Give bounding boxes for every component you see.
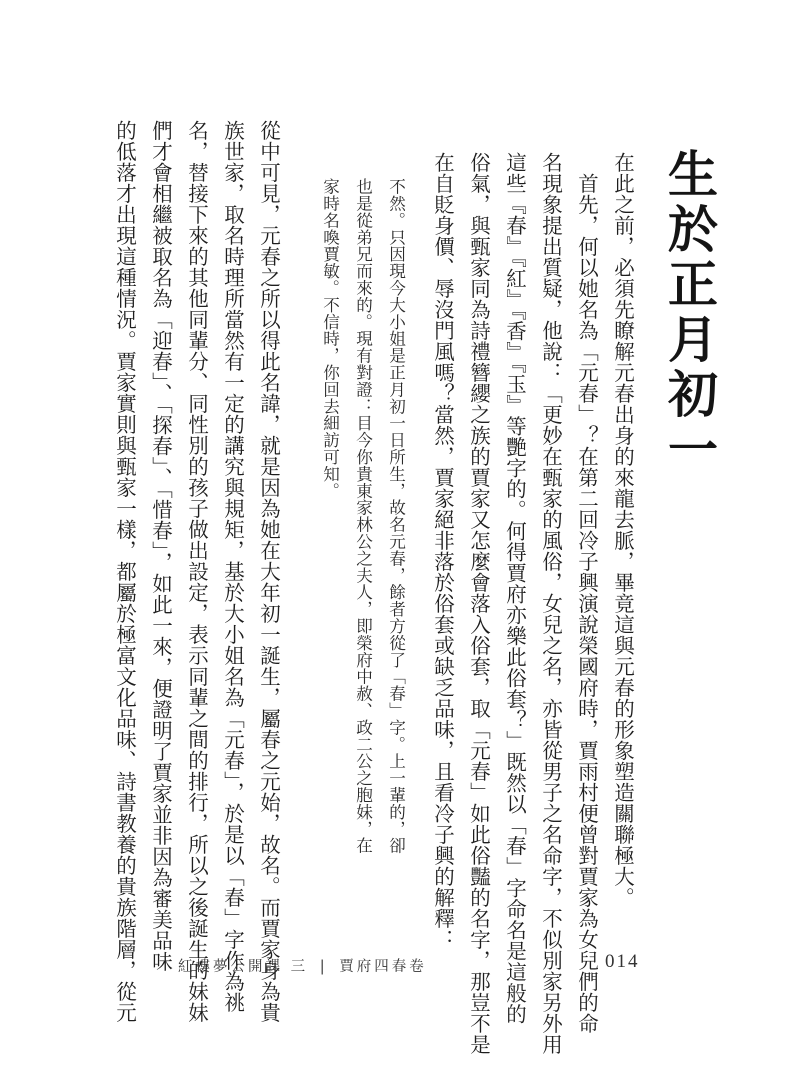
text-column: 名現象提出質疑，他說：「更妙在甄家的風俗，女兒之名，亦皆從男子之名命字，不似別家另外用 bbox=[538, 152, 563, 1055]
text-column: 族世家，取名時理所當然有一定的講究與規矩，基於大小姐名為「元春」，於是以「春」字作為祧 bbox=[220, 120, 245, 1013]
page-title: 生於正月初一 bbox=[660, 148, 719, 478]
quote-column: 也是從弟兄而來的。現有對證：目今你貴東家林公之夫人，即榮府中赦、政二公之胞妹，在 bbox=[353, 178, 373, 854]
quote-column: 家時名喚賈敏。不信時，你回去細訪可知。 bbox=[320, 178, 340, 500]
volume-number: 三 bbox=[290, 959, 309, 975]
quote-column: 不然。只因現今大小姐是正月初一日所生，故名元春，餘者方從了「春」字。上一輩的，卻 bbox=[386, 178, 406, 854]
text-column: 這些『春』『紅』『香』『玉』等艷字的。何得賈府亦樂此俗套？」既然以「春」字命名是這般的 bbox=[502, 152, 527, 1025]
section-title: 賈府四春卷 bbox=[339, 959, 427, 975]
text-column: 在此之前，必須先瞭解元春出身的來龍去脈，畢竟這與元春的形象塑造關聯極大。 bbox=[610, 152, 635, 908]
text-column: 俗氣，與甄家同為詩禮簪纓之族的賈家又怎麼會落入俗套，取「元春」如此俗豔的名字，那豈不是 bbox=[466, 152, 491, 1055]
text-column: 在自貶身價、辱沒門風嗎？當然，賈家絕非落於俗套或缺乏品味，且看冷子興的解釋： bbox=[430, 152, 455, 950]
running-footer bbox=[178, 955, 427, 976]
page-number: 014 bbox=[605, 951, 640, 972]
text-column: 首先，何以她名為「元春」？在第二回冷子興演說榮國府時，賈雨村便曾對賈家為女兒們的命 bbox=[574, 173, 599, 1034]
footer-separator: | bbox=[319, 959, 328, 975]
text-column: 的低落才出現這種情況。賈家實則與甄家一樣，都屬於極富文化品味、詩書教養的貴族階層，從元 bbox=[112, 120, 137, 1023]
book-title: 紅樓夢公開課 bbox=[178, 959, 283, 975]
text-column: 從中可見，元春之所以得此名諱，就是因為她在大年初一誕生，屬春之元始，故名。而賈家身為貴 bbox=[256, 120, 281, 1023]
text-column: 們才會相繼被取名為「迎春」、「探春」、「惜春」，如此一來，便證明了賈家並非因為審美品味 bbox=[148, 120, 173, 972]
text-column: 名，替接下來的其他同輩分、同性別的孩子做出設定，表示同輩之間的排行，所以之後誕生的妹妹 bbox=[184, 120, 209, 1023]
